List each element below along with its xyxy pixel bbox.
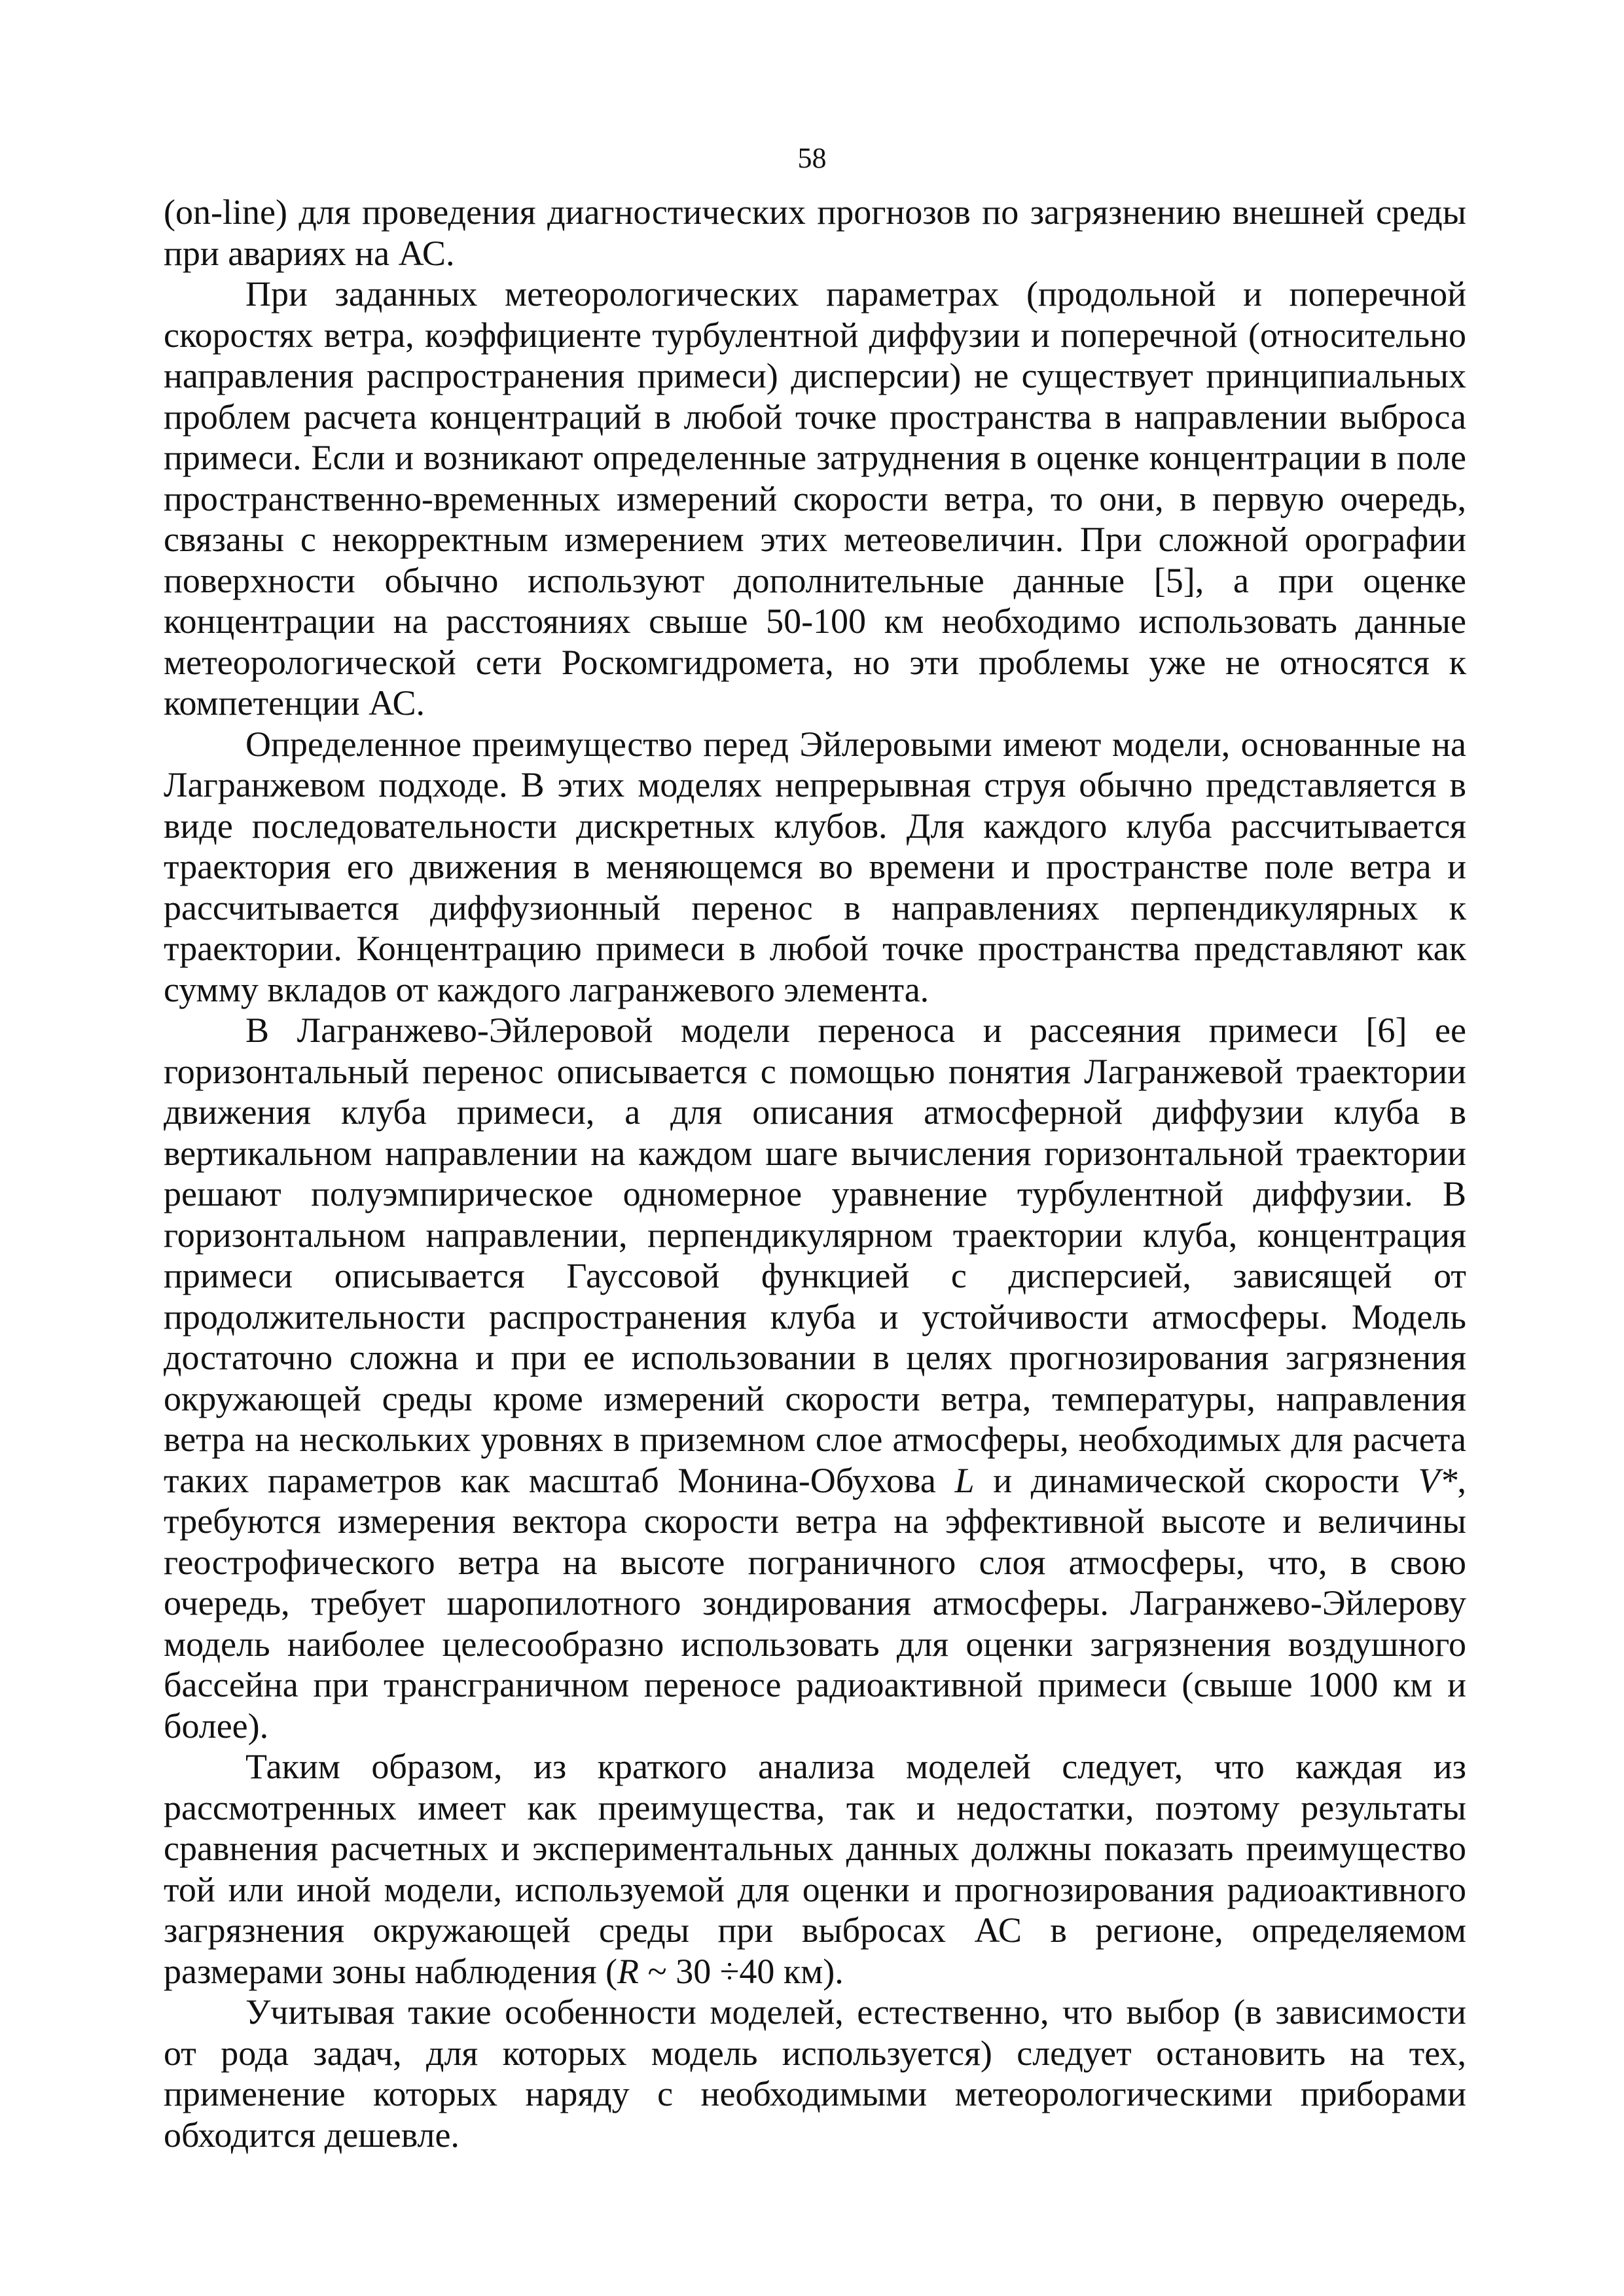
paragraph-model-comparison — [164, 1746, 1466, 1992]
text-segment: В Лагранжево-Эйлеровой модели переноса и рассеяния примеси [6] ее горизонтальный перенос описывается с помощью понятия Лагранжевой траектории движения клуба примеси, а для описания атмосферной диффузии клуба в вертикальном направлении на каждом шаге вычисления горизонтальной траектории решают полуэмпирическое одномерное уравнение турбулентной диффузии. В горизонтальном направлении, перпендикулярном траектории клуба, концентрация примеси описывается Гауссовой функцией с дисперсией, зависящей от продолжительности распространения клуба и устойчивости атмосферы. Модель достаточно сложна и при ее использовании в целях прогнозирования загрязнения окружающей среды кроме измерений скорости ветра, температуры, направления ветра на нескольких уровнях в приземном слое атмосферы, необходимых для расчета таких параметров как масштаб Монина-Обухова — [164, 1011, 1466, 1500]
text-segment: ~ 30 ÷40 км). — [639, 1951, 844, 1991]
text-segment: Таким образом, из краткого анализа моделей следует, что каждая из рассмотренных имеет как преимущества, так и недостатки, поэтому результаты сравнения расчетных и экспериментальных данных должны показать преимущество той или иной модели, используемой для оценки и прогнозирования радиоактивного загрязнения окружающей среды при выбросах АС в регионе, определяемом размерами зоны наблюдения ( — [164, 1747, 1466, 1991]
text-segment: и динамической скорости — [974, 1460, 1418, 1500]
variable-v-star: V* — [1418, 1460, 1458, 1500]
paragraph-continuation: (on-line) для проведения диагностических прогнозов по загрязнению внешней среды при авариях на АС. — [164, 192, 1466, 273]
text-segment: , требуются измерения вектора скорости ветра на эффективной высоте и величины геострофического ветра на высоте пограничного слоя атмосферы, что, в свою очередь, требует шаропилотного зондирования атмосферы. Лагранжево-Эйлерову модель наиболее целесообразно использовать для оценки загрязнения воздушного бассейна при трансграничном переносе радиоактивной примеси (свыше 1000 км и более). — [164, 1460, 1466, 1746]
paragraph-lagrangian-eulerian-model — [164, 1010, 1466, 1746]
page-number: 58 — [797, 142, 827, 174]
variable-r: R — [617, 1951, 640, 1991]
paragraph-conclusion: Учитывая такие особенности моделей, естественно, что выбор (в зависимости от рода задач, для которых модель используется) следует остановить на тех, применение которых наряду с необходимыми метеорологическими приборами обходится дешевле. — [164, 1992, 1466, 2155]
text-body — [164, 192, 1466, 2155]
paragraph-meteorological-parameters: При заданных метеорологических параметрах (продольной и поперечной скоростях ветра, коэффициенте турбулентной диффузии и поперечной (относительно направления распространения примеси) дисперсии) не существует принципиальных проблем расчета концентраций в любой точке пространства в направлении выброса примеси. Если и возникают определенные затруднения в оценке концентрации в поле пространственно-временных измерений скорости ветра, то они, в первую очередь, связаны с некорректным измерением этих метеовеличин. При сложной орографии поверхности обычно используют дополнительные данные [5], а при оценке концентрации на расстояниях свыше 50-100 км необходимо использовать данные метеорологической сети Роскомгидромета, но эти проблемы уже не относятся к компетенции АС. — [164, 274, 1466, 723]
variable-l: L — [954, 1460, 975, 1500]
paragraph-lagrangian-models: Определенное преимущество перед Эйлеровыми имеют модели, основанные на Лагранжевом подходе. В этих моделях непрерывная струя обычно представляется в виде последовательности дискретных клубов. Для каждого клуба рассчитывается траектория его движения в меняющемся во времени и пространстве поле ветра и рассчитывается диффузионный перенос в направлениях перпендикулярных к траектории. Концентрацию примеси в любой точке пространства представляют как сумму вкладов от каждого лагранжевого элемента. — [164, 724, 1466, 1009]
